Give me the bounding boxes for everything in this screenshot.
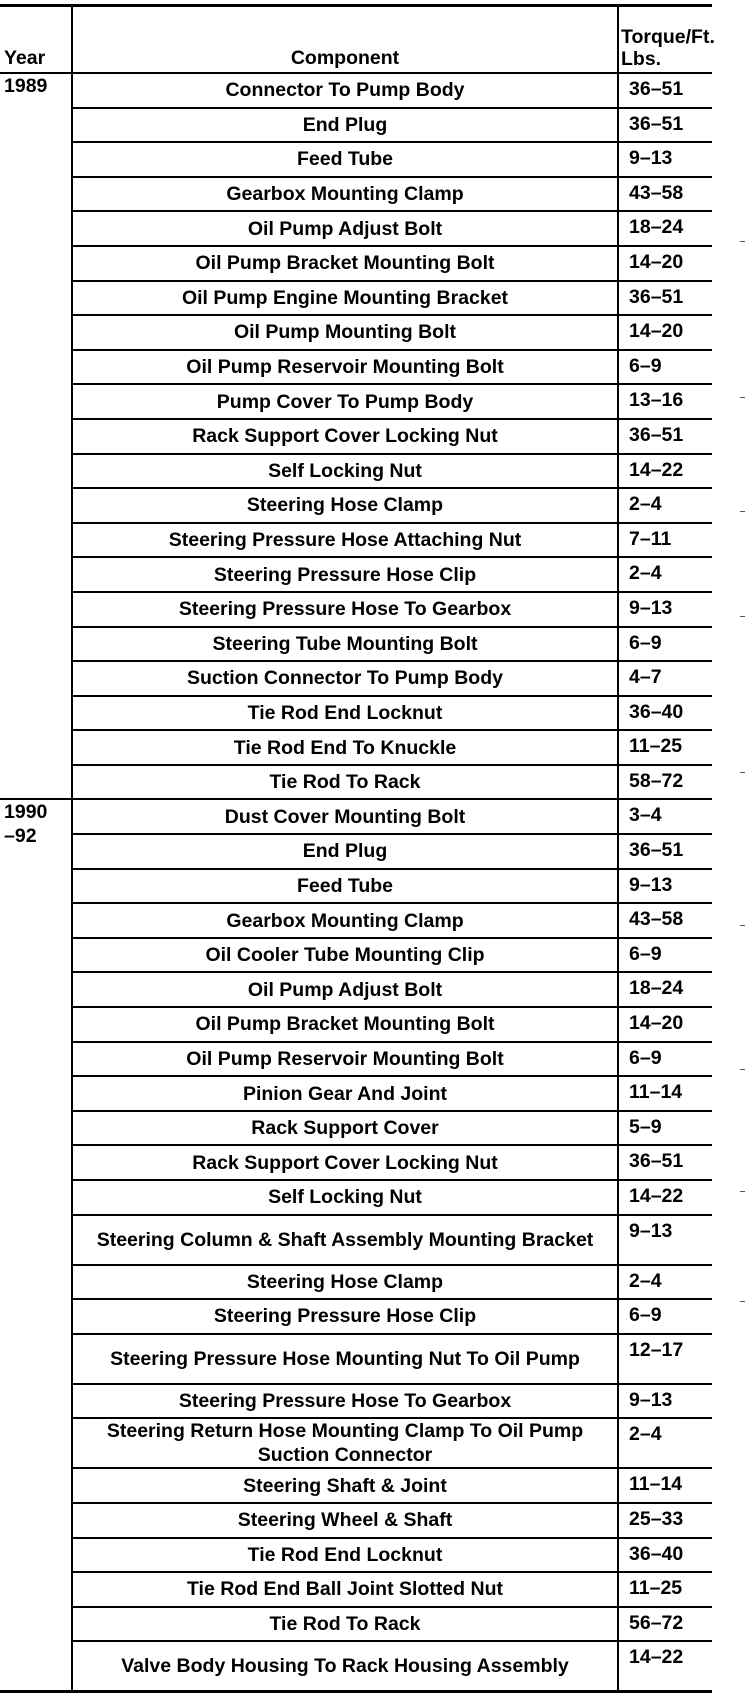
table-row — [0, 869, 712, 904]
component-cell: Steering Tube Mounting Bolt — [72, 627, 618, 662]
table-row — [0, 384, 712, 419]
torque-cell: 6–9 — [618, 350, 712, 385]
table-row — [0, 1111, 712, 1146]
margin-mark — [740, 1301, 745, 1302]
component-cell: Steering Shaft & Joint — [72, 1468, 618, 1503]
torque-cell: 36–40 — [618, 1538, 712, 1573]
component-cell: Tie Rod End To Knuckle — [72, 730, 618, 765]
component-cell: Oil Pump Reservoir Mounting Bolt — [72, 1042, 618, 1077]
table-row — [0, 696, 712, 731]
table-row — [0, 1076, 712, 1111]
table-row — [0, 1468, 712, 1503]
component-cell: Steering Pressure Hose Mounting Nut To Oil Pump — [72, 1334, 618, 1384]
table-row — [0, 142, 712, 177]
component-cell: Rack Support Cover Locking Nut — [72, 1145, 618, 1180]
torque-cell: 14–22 — [618, 1180, 712, 1215]
component-cell: Connector To Pump Body — [72, 73, 618, 108]
table-row — [0, 730, 712, 765]
torque-header — [618, 6, 715, 74]
margin-mark — [740, 1069, 745, 1070]
torque-cell: 36–51 — [618, 419, 712, 454]
component-cell: Pinion Gear And Joint — [72, 1076, 618, 1111]
table-row — [0, 1607, 712, 1642]
torque-cell: 2–4 — [618, 557, 712, 592]
component-cell: Dust Cover Mounting Bolt — [72, 799, 618, 834]
component-cell: Self Locking Nut — [72, 1180, 618, 1215]
torque-cell: 14–22 — [618, 1641, 712, 1692]
component-cell: Steering Pressure Hose Attaching Nut — [72, 523, 618, 558]
component-cell: Pump Cover To Pump Body — [72, 384, 618, 419]
component-cell: Tie Rod End Ball Joint Slotted Nut — [72, 1572, 618, 1607]
torque-cell: 3–4 — [618, 799, 712, 834]
component-cell: Steering Pressure Hose Clip — [72, 557, 618, 592]
torque-cell: 58–72 — [618, 765, 712, 800]
year-label: 1989 — [4, 75, 48, 97]
table-row — [0, 1538, 712, 1573]
component-cell: Oil Cooler Tube Mounting Clip — [72, 938, 618, 973]
torque-cell: 9–13 — [618, 1384, 712, 1419]
component-cell: Oil Pump Adjust Bolt — [72, 211, 618, 246]
component-cell: Steering Pressure Hose To Gearbox — [72, 1384, 618, 1419]
component-cell: Rack Support Cover Locking Nut — [72, 419, 618, 454]
component-cell: Oil Pump Bracket Mounting Bolt — [72, 1007, 618, 1042]
torque-cell: 11–25 — [618, 730, 712, 765]
component-cell: Steering Pressure Hose To Gearbox — [72, 592, 618, 627]
torque-cell: 2–4 — [618, 488, 712, 523]
torque-cell: 18–24 — [618, 972, 712, 1007]
torque-cell: 56–72 — [618, 1607, 712, 1642]
torque-cell: 9–13 — [618, 869, 712, 904]
component-cell: Oil Pump Reservoir Mounting Bolt — [72, 350, 618, 385]
torque-specifications-table — [0, 4, 715, 1693]
year-label-continuation: –92 — [4, 825, 37, 848]
table-row — [0, 799, 712, 834]
component-cell: Self Locking Nut — [72, 454, 618, 489]
torque-cell: 43–58 — [618, 177, 712, 212]
table-row — [0, 1145, 712, 1180]
table-row — [0, 281, 712, 316]
component-cell: Valve Body Housing To Rack Housing Assembly — [72, 1641, 618, 1692]
component-header: Component — [72, 6, 618, 74]
table-row — [0, 557, 712, 592]
table-row — [0, 1334, 712, 1384]
component-cell: Rack Support Cover — [72, 1111, 618, 1146]
torque-cell: 11–14 — [618, 1468, 712, 1503]
table-row — [0, 1215, 712, 1265]
torque-cell: 9–13 — [618, 142, 712, 177]
torque-cell: 11–25 — [618, 1572, 712, 1607]
component-cell: Oil Pump Bracket Mounting Bolt — [72, 246, 618, 281]
torque-header-line1: Torque/Ft. — [621, 26, 715, 48]
component-cell: Tie Rod To Rack — [72, 765, 618, 800]
component-cell: Steering Column & Shaft Assembly Mounting Bracket — [72, 1215, 618, 1265]
table-row — [0, 1418, 712, 1468]
table-row — [0, 350, 712, 385]
component-cell: Oil Pump Adjust Bolt — [72, 972, 618, 1007]
torque-cell: 18–24 — [618, 211, 712, 246]
margin-mark — [740, 925, 745, 926]
table-row — [0, 627, 712, 662]
torque-cell: 36–51 — [618, 108, 712, 143]
table-row — [0, 592, 712, 627]
component-cell: Suction Connector To Pump Body — [72, 661, 618, 696]
torque-cell: 6–9 — [618, 1042, 712, 1077]
table-row — [0, 211, 712, 246]
torque-cell: 5–9 — [618, 1111, 712, 1146]
torque-cell: 14–20 — [618, 1007, 712, 1042]
component-cell: Steering Hose Clamp — [72, 488, 618, 523]
component-cell: Steering Wheel & Shaft — [72, 1503, 618, 1538]
table-row — [0, 73, 712, 108]
table-row — [0, 523, 712, 558]
torque-cell: 36–51 — [618, 73, 712, 108]
table-row — [0, 903, 712, 938]
header-row — [0, 6, 712, 74]
table-row — [0, 1007, 712, 1042]
table-row — [0, 315, 712, 350]
torque-cell: 4–7 — [618, 661, 712, 696]
year-label: 1990 — [4, 801, 48, 824]
torque-cell: 7–11 — [618, 523, 712, 558]
torque-cell: 36–51 — [618, 1145, 712, 1180]
torque-cell: 36–51 — [618, 834, 712, 869]
torque-cell: 6–9 — [618, 938, 712, 973]
torque-cell: 6–9 — [618, 1299, 712, 1334]
component-cell: Tie Rod End Locknut — [72, 1538, 618, 1573]
component-cell: Feed Tube — [72, 869, 618, 904]
torque-cell: 12–17 — [618, 1334, 712, 1384]
component-cell: Feed Tube — [72, 142, 618, 177]
torque-cell: 36–51 — [618, 281, 712, 316]
component-cell: Gearbox Mounting Clamp — [72, 903, 618, 938]
torque-cell: 9–13 — [618, 592, 712, 627]
table-row — [0, 419, 712, 454]
table-row — [0, 488, 712, 523]
torque-cell: 36–40 — [618, 696, 712, 731]
table-row — [0, 246, 712, 281]
torque-cell: 13–16 — [618, 384, 712, 419]
table-row — [0, 108, 712, 143]
table-row — [0, 938, 712, 973]
torque-header-line2: Lbs. — [621, 48, 662, 70]
torque-cell: 43–58 — [618, 903, 712, 938]
table-row — [0, 1042, 712, 1077]
component-cell: Gearbox Mounting Clamp — [72, 177, 618, 212]
margin-mark — [740, 511, 745, 512]
component-cell: Oil Pump Mounting Bolt — [72, 315, 618, 350]
table-row — [0, 1265, 712, 1300]
torque-cell: 2–4 — [618, 1418, 712, 1468]
table-row — [0, 972, 712, 1007]
torque-cell: 25–33 — [618, 1503, 712, 1538]
margin-mark — [740, 1191, 745, 1192]
margin-mark — [740, 772, 745, 773]
table-row — [0, 661, 712, 696]
torque-cell: 11–14 — [618, 1076, 712, 1111]
table-row — [0, 1180, 712, 1215]
torque-cell: 9–13 — [618, 1215, 712, 1265]
margin-mark — [740, 241, 745, 242]
year-cell — [0, 799, 72, 1691]
table-row — [0, 834, 712, 869]
table-row — [0, 1384, 712, 1419]
component-cell: Steering Pressure Hose Clip — [72, 1299, 618, 1334]
component-cell: End Plug — [72, 834, 618, 869]
table-row — [0, 1299, 712, 1334]
table-row — [0, 1641, 712, 1692]
table-row — [0, 1572, 712, 1607]
component-cell: Oil Pump Engine Mounting Bracket — [72, 281, 618, 316]
table-row — [0, 1503, 712, 1538]
component-cell: Tie Rod To Rack — [72, 1607, 618, 1642]
table-body — [0, 73, 712, 1692]
component-cell: Steering Return Hose Mounting Clamp To Oil Pump Suction Connector — [72, 1418, 618, 1468]
table-row — [0, 765, 712, 800]
margin-mark — [740, 397, 745, 398]
year-header: Year — [0, 6, 72, 74]
component-cell: Steering Hose Clamp — [72, 1265, 618, 1300]
torque-cell: 14–20 — [618, 246, 712, 281]
torque-cell: 6–9 — [618, 627, 712, 662]
component-cell: Tie Rod End Locknut — [72, 696, 618, 731]
table-row — [0, 177, 712, 212]
margin-mark — [740, 616, 745, 617]
torque-cell: 14–20 — [618, 315, 712, 350]
torque-cell: 2–4 — [618, 1265, 712, 1300]
year-cell — [0, 73, 72, 799]
table-row — [0, 454, 712, 489]
torque-cell: 14–22 — [618, 454, 712, 489]
component-cell: End Plug — [72, 108, 618, 143]
